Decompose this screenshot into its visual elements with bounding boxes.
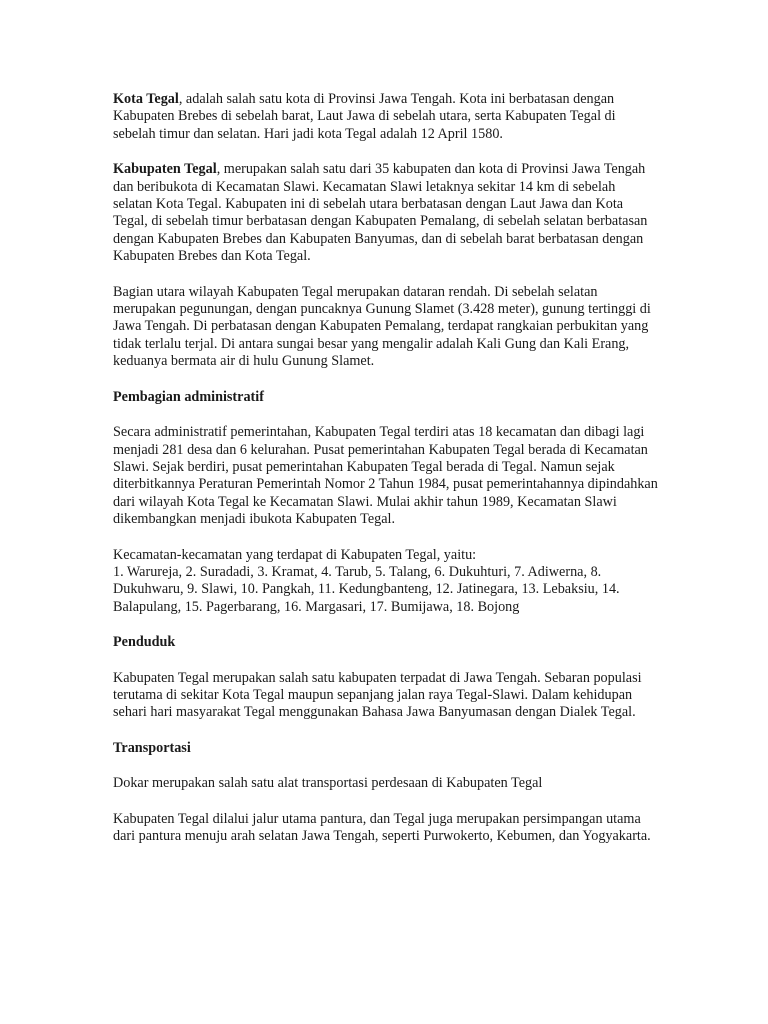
paragraph-transportasi-pantura: Kabupaten Tegal dilalui jalur utama pantura, dan Tegal juga merupakan persimpangan utama dari pantura menuju arah selatan Jawa Tengah, seperti Purwokerto, Kebumen, dan Yogyakarta. [113,810,651,844]
heading-transportasi: Transportasi [113,739,191,756]
paragraph-kota-tegal [113,91,658,143]
kabupaten-tegal-text: , merupakan salah satu dari 35 kabupaten dan kota di Provinsi Jawa Tengah dan beribukota di Kecamatan Slawi. Kecamatan Slawi letaknya sekitar 14 km di sebelah selatan Kota Tegal. Kabupaten ini di sebelah utara berbatasan dengan Laut Jawa dan Kota Tegal, di sebelah timur berbatasan dengan Kabupaten Pemalang, di sebelah selatan berbatasan dengan Kabupaten Brebes dan Kabupaten Banyumas, dan di sebelah barat berbatasan dengan Kabupaten Brebes dan Kota Tegal. [113,161,648,265]
kecamatan-list: 1. Warureja, 2. Suradadi, 3. Kramat, 4. Tarub, 5. Talang, 6. Dukuhturi, 7. Adiwerna, 8. Dukuhwaru, 9. Slawi, 10. Pangkah, 11. Kedungbanteng, 12. Jatinegara, 13. Lebaksiu, 14. Balapulang, 15. Pagerbarang, 16. Margasari, 17. Bumijawa, 18. Bojong [113,563,620,615]
kecamatan-list-intro: Kecamatan-kecamatan yang terdapat di Kabupaten Tegal, yaitu: [113,546,477,563]
heading-administratif: Pembagian administratif [113,388,264,405]
term-kota-tegal: Kota Tegal [113,91,179,107]
kota-tegal-text: , adalah salah satu kota di Provinsi Jawa Tengah. Kota ini berbatasan dengan Kabupaten Brebes di sebelah barat, Laut Jawa di sebelah utara, serta Kabupaten Tegal di sebelah timur dan selatan. Hari jadi kota Tegal adalah 12 April 1580. [113,91,616,142]
paragraph-kecamatan-list [113,547,658,617]
document-body [113,91,658,863]
paragraph-geography: Bagian utara wilayah Kabupaten Tegal merupakan dataran rendah. Di sebelah selatan merupakan pegunungan, dengan puncaknya Gunung Slamet (3.428 meter), gunung tertinggi di Jawa Tengah. Di perbatasan dengan Kabupaten Pemalang, terdapat rangkaian perbukitan yang tidak terlalu terjal. Di antara sungai besar yang mengalir adalah Kali Gung dan Kali Erang, keduanya bermata air di hulu Gunung Slamet. [113,283,651,370]
paragraph-transportasi-dokar: Dokar merupakan salah satu alat transportasi perdesaan di Kabupaten Tegal [113,775,543,792]
paragraph-penduduk: Kabupaten Tegal merupakan salah satu kabupaten terpadat di Jawa Tengah. Sebaran populasi terutama di sekitar Kota Tegal maupun sepanjang jalan raya Tegal-Slawi. Dalam kehidupan sehari hari masyarakat Tegal menggunakan Bahasa Jawa Banyumasan dengan Dialek Tegal. [113,669,642,721]
heading-penduduk: Penduduk [113,634,176,651]
term-kabupaten-tegal: Kabupaten Tegal [113,161,217,178]
paragraph-administratif: Secara administratif pemerintahan, Kabupaten Tegal terdiri atas 18 kecamatan dan dibagi lagi menjadi 281 desa dan 6 kelurahan. Pusat pemerintahan Kabupaten Tegal berada di Kecamatan Slawi. Sejak berdiri, pusat pemerintahan Kabupaten Tegal berada di Tegal. Namun sejak diterbitkannya Peraturan Pemerintah Nomor 2 Tahun 1984, pusat pemerintahannya dipindahkan dari wilayah Kota Tegal ke Kecamatan Slawi. Mulai akhir tahun 1989, Kecamatan Slawi dikembangkan menjadi ibukota Kabupaten Tegal. [113,424,658,528]
paragraph-kabupaten-tegal [113,161,658,265]
